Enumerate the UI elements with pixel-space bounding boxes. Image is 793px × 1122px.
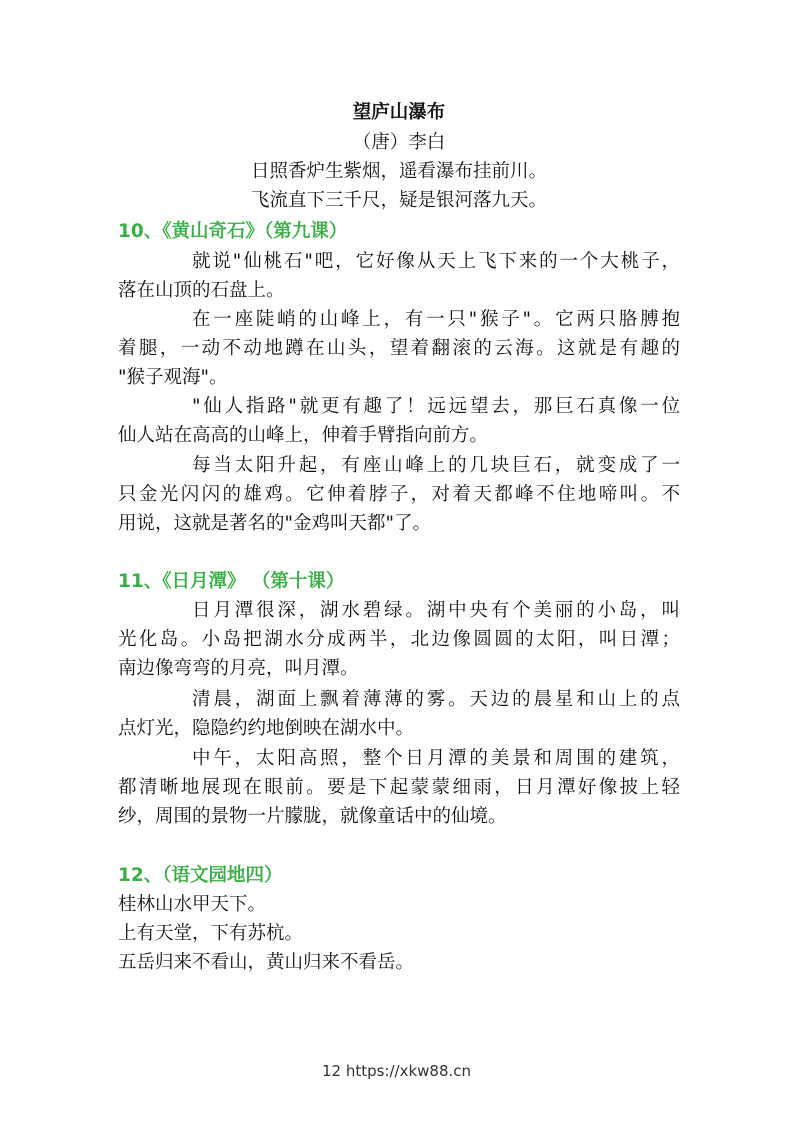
text-line: 清晨，湖面上飘着薄薄的雾。天边的晨星和山上的点 bbox=[192, 689, 680, 710]
text-line: 桂林山水甲天下。 bbox=[118, 894, 267, 915]
text-line: 在一座陡峭的山峰上，有一只"猴子"。它两只胳膊抱 bbox=[192, 309, 680, 330]
text-line: 纱，周围的景物一片朦胧，就像童话中的仙境。 bbox=[118, 806, 507, 827]
text-line: 用说，这就是著名的"金鸡叫天都"了。 bbox=[118, 513, 432, 534]
text-line: 点灯光，隐隐约约地倒映在湖水中。 bbox=[118, 718, 415, 739]
text-line: 日月潭很深，湖水碧绿。湖中央有个美丽的小岛，叫 bbox=[192, 600, 680, 621]
text-line: 都清晰地展现在眼前。要是下起蒙蒙细雨，日月潭好像披上轻 bbox=[118, 777, 680, 798]
section-heading: 10、《黄山奇石》（第九课） bbox=[118, 221, 348, 242]
poem-author: （唐）李白 bbox=[352, 132, 446, 153]
poem-title: 望庐山瀑布 bbox=[352, 102, 446, 123]
text-line: 就说"仙桃石"吧，它好像从天上飞下来的一个大桃子， bbox=[192, 251, 680, 272]
text-line: 只金光闪闪的雄鸡。它伸着脖子，对着天都峰不住地啼叫。不 bbox=[118, 484, 680, 505]
text-line: 南边像弯弯的月亮，叫月潭。 bbox=[118, 658, 359, 679]
poem-line: 日照香炉生紫烟，遥看瀑布挂前川。 bbox=[250, 161, 547, 182]
text-line: "仙人指路"就更有趣了！远远望去，那巨石真像一位 bbox=[192, 396, 680, 417]
text-line: 每当太阳升起，有座山峰上的几块巨石，就变成了一 bbox=[192, 455, 680, 476]
section-heading: 12、（语文园地四） bbox=[118, 865, 283, 886]
text-line: 中午，太阳高照，整个日月潭的美景和周围的建筑， bbox=[192, 748, 680, 769]
text-line: 上有天堂，下有苏杭。 bbox=[118, 923, 304, 944]
text-line: 五岳归来不看山，黄山归来不看岳。 bbox=[118, 952, 415, 973]
text-line: 仙人站在高高的山峰上，伸着手臂指向前方。 bbox=[118, 425, 489, 446]
text-line: "猴子观海"。 bbox=[118, 367, 228, 388]
text-line: 光化岛。小岛把湖水分成两半，北边像圆圆的太阳，叫日潭； bbox=[118, 629, 680, 650]
section-heading: 11、《日月潭》 （第十课） bbox=[118, 571, 345, 592]
poem-line: 飞流直下三千尺，疑是银河落九天。 bbox=[250, 190, 547, 211]
text-line: 着腿，一动不动地蹲在山头，望着翻滚的云海。这就是有趣的 bbox=[118, 338, 680, 359]
text-line: 落在山顶的石盘上。 bbox=[118, 280, 285, 301]
page-footer: 12 https://xkw88.cn bbox=[321, 1062, 472, 1080]
